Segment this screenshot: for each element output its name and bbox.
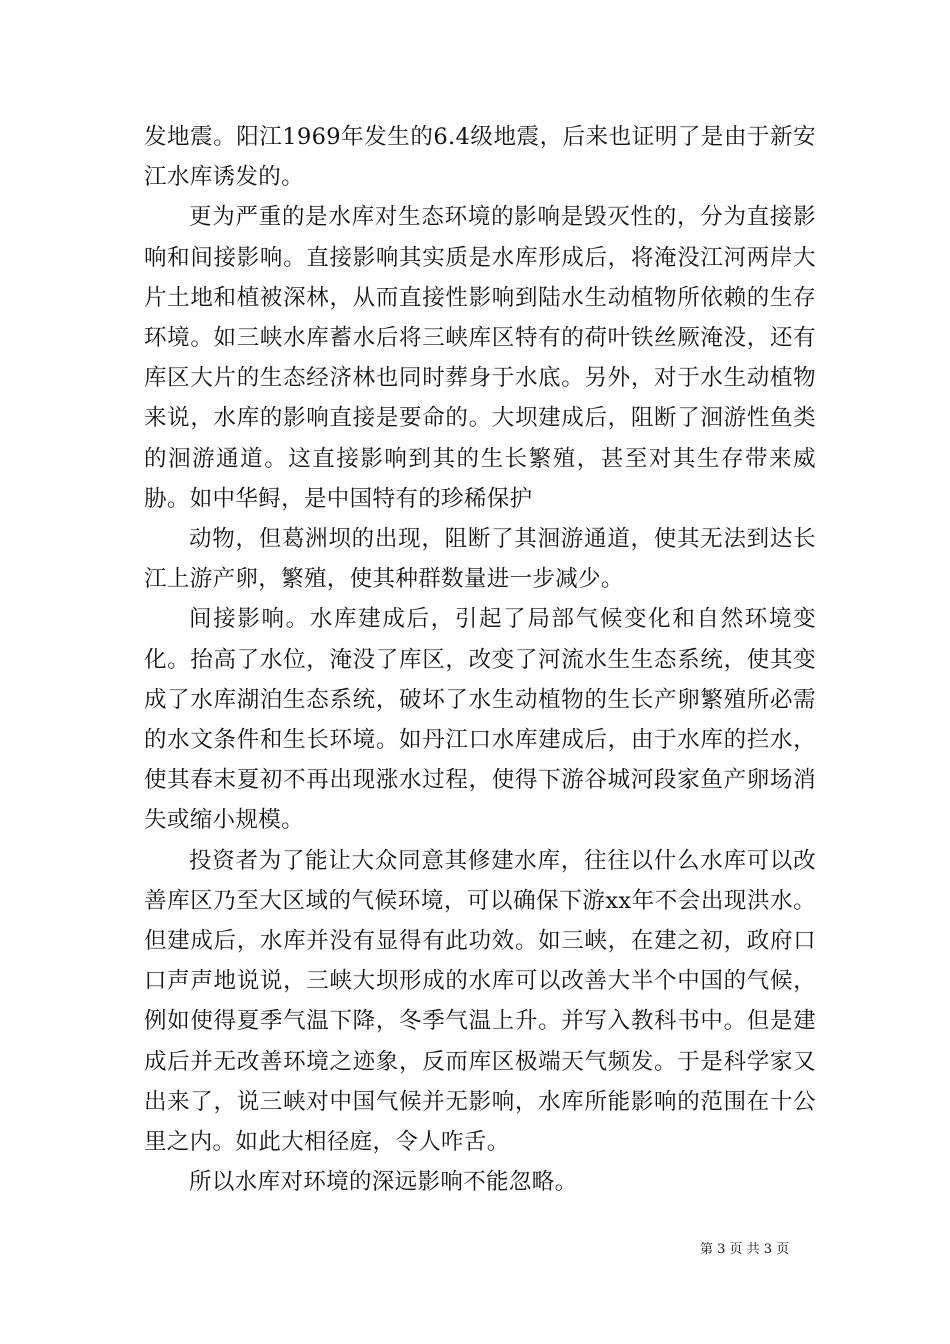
- paragraph-2: 更为严重的是水库对生态环境的影响是毁灭性的，分为直接影响和间接影响。直接影响其实质是水库形成后，将淹没江河两岸大片土地和植被深林，从而直接性影响到陆水生动植物所依赖的生存环境。如三峡水库蓄水后将三峡库区特有的荷叶铁丝厥淹没，还有库区大片的生态经济林也同时葬身于水底。另外，对于水生动植物来说，水库的影响直接是要命的。大坝建成后，阻断了洄游性鱼类的洄游通道。这直接影响到其的生长繁殖，甚至对其生存带来威胁。如中华鲟，是中国特有的珍稀保护: [144, 204, 816, 512]
- document-body: [144, 117, 816, 1202]
- paragraph-5: 投资者为了能让大众同意其修建水库，往往以什么水库可以改善库区乃至大区域的气候环境，可以确保下游xx年不会出现洪水。但建成后，水库并没有显得有此功效。如三峡，在建之初，政府口口声声地说说，三峡大坝形成的水库可以改善大半个中国的气候，例如使得夏季气温下降，冬季气温上升。并写入教科书中。但是建成后并无改善环境之迹象，反而库区极端天气频发。于是科学家又出来了，说三峡对中国气候并无影响，水库所能影响的范围在十公里之内。如此大相径庭，令人咋舌。: [144, 847, 816, 1156]
- paragraph-6: 所以水库对环境的深远影响不能忽略。: [189, 1169, 578, 1196]
- paragraph-3: 动物，但葛洲坝的出现，阻断了其洄游通道，使其无法到达长江上游产卵，繁殖，使其种群数量进一步减少。: [144, 526, 816, 593]
- paragraph-4: 间接影响。水库建成后，引起了局部气候变化和自然环境变化。抬高了水位，淹没了库区，改变了河流水生生态系统，使其变成了水库湖泊生态系统，破坏了水生动植物的生长产卵繁殖所必需的水文条件和生长环境。如丹江口水库建成后，由于水库的拦水，使其春末夏初不再出现涨水过程，使得下游谷城河段家鱼产卵场消失或缩小规模。: [144, 606, 816, 834]
- page-number-footer: 第 3 页 共 3 页: [700, 1242, 790, 1257]
- paragraph-1: 发地震。阳江1969年发生的6.4级地震，后来也证明了是由于新安江水库诱发的。: [144, 124, 816, 191]
